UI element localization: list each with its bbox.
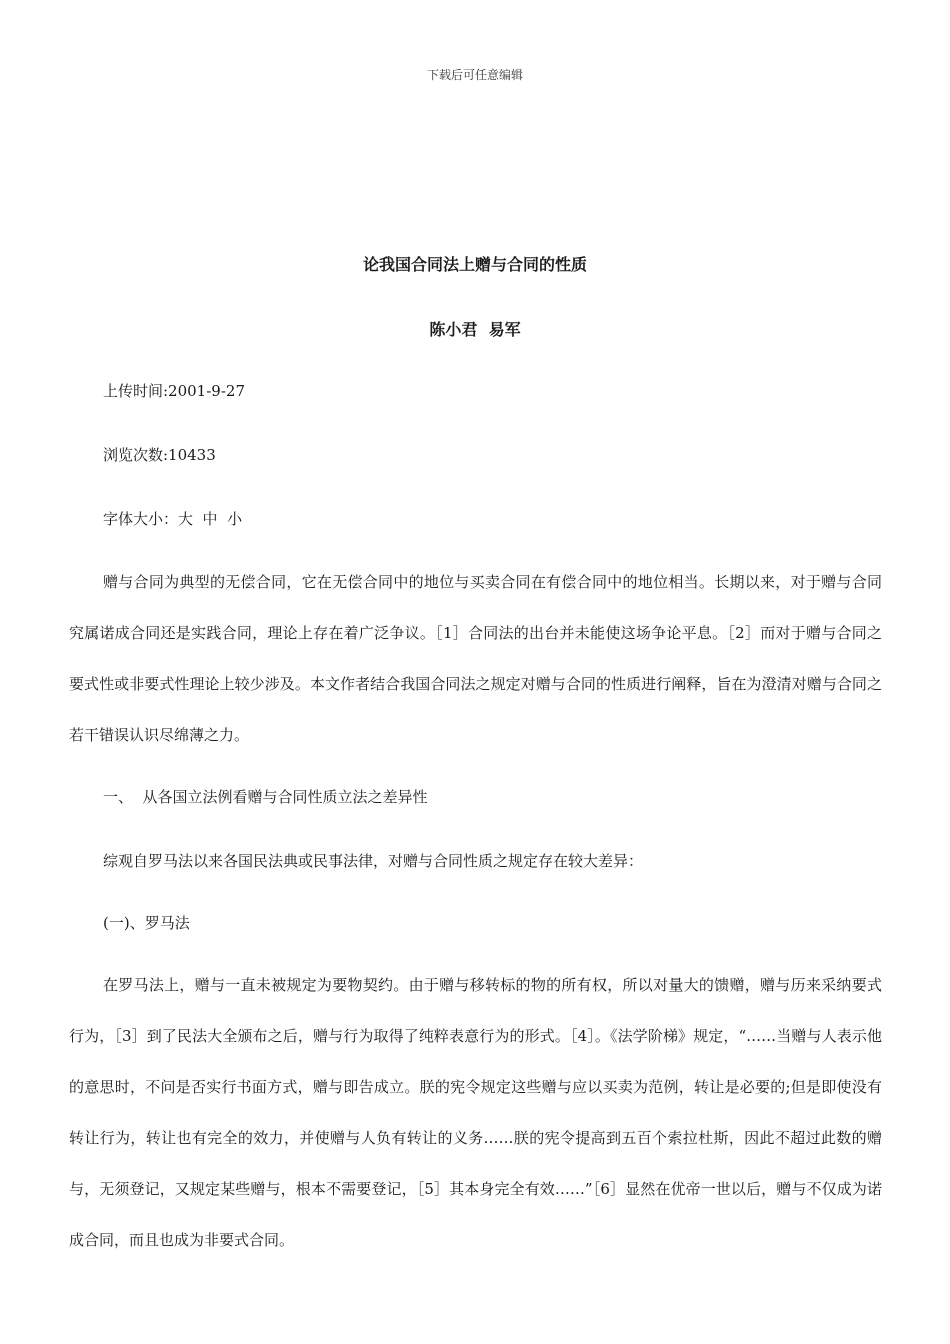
view-count: 浏览次数:10433 — [103, 446, 216, 464]
upload-time: 上传时间:2001-9-27 — [103, 382, 245, 400]
subsection-body-paragraph: 在罗马法上，赠与一直未被规定为要物契约。由于赠与移转标的物的所有权，所以对量大的馈赠，赠与历来采纳要式行为，［3］到了民法大全颁布之后，赠与行为取得了纯粹表意行为的形式。［4］。《法学阶梯》规定，“……当赠与人表示他的意思时，不问是否实行书面方式，赠与即告成立。朕的宪令规定这些赠与应以买卖为范例，转让是必要的;但是即使没有转让行为，转让也有完全的效力，并使赠与人负有转让的义务……朕的宪令提高到五百个索拉杜斯，因此不超过此数的赠与，无须登记，又规定某些赠与，根本不需要登记，［5］其本身完全有效……”［6］显然在优帝一世以后，赠与不仅成为诺成合同，而且也成为非要式合同。 — [69, 976, 882, 1249]
font-size-selector: 字体大小：大 中 小 — [103, 510, 243, 528]
section-heading: 一、 从各国立法例看赠与合同性质立法之差异性 — [103, 788, 428, 806]
article-authors: 陈小君 易军 — [429, 320, 521, 339]
subsection-heading: (一)、罗马法 — [103, 914, 190, 932]
intro-paragraph: 赠与合同为典型的无偿合同，它在无偿合同中的地位与买卖合同在有偿合同中的地位相当。长期以来，对于赠与合同究属诺成合同还是实践合同，理论上存在着广泛争议。［1］合同法的出台并未能使这场争论平息。［2］而对于赠与合同之要式性或非要式性理论上较少涉及。本文作者结合我国合同法之规定对赠与合同的性质进行阐释，旨在为澄清对赠与合同之若干错误认识尽绵薄之力。 — [69, 573, 882, 744]
section-intro-paragraph: 综观自罗马法以来各国民法典或民事法律，对赠与合同性质之规定存在较大差异： — [103, 852, 644, 870]
article-title: 论我国合同法上赠与合同的性质 — [362, 255, 587, 274]
page-header-note: 下载后可任意编辑 — [426, 68, 523, 82]
